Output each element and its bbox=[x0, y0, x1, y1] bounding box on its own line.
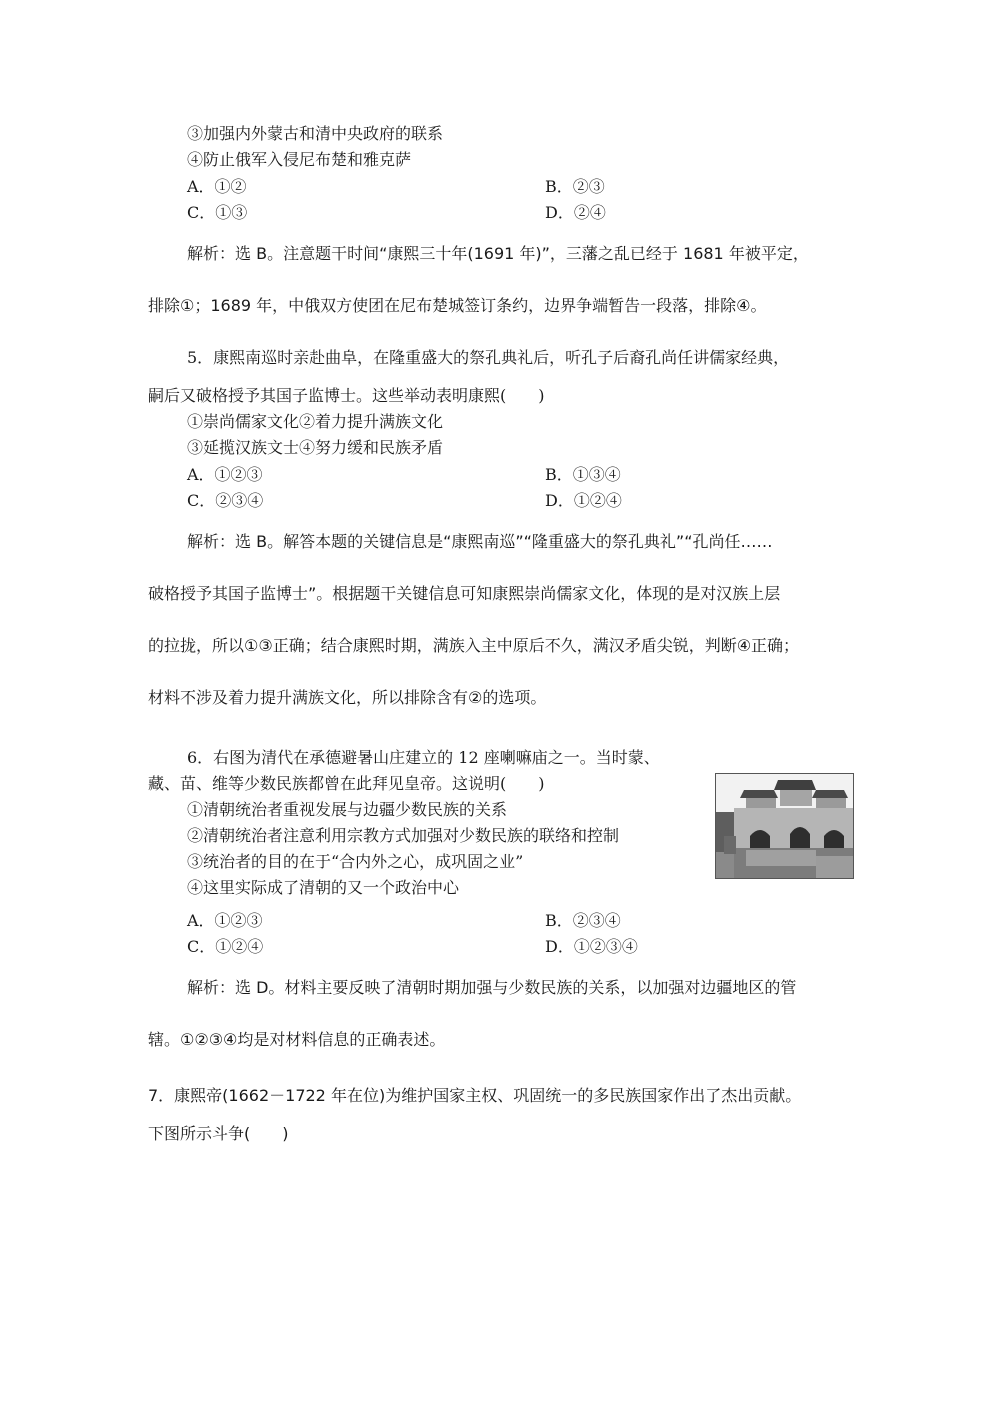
q5-stem-line-2: 嗣后又破格授予其国子监博士。这些举动表明康熙( ) bbox=[148, 386, 545, 405]
q6-option-c: C．①②④ bbox=[187, 937, 264, 956]
q5-analysis-line-1: 解析：选 B。解答本题的关键信息是“康熙南巡”“隆重盛大的祭孔典礼”“孔尚任…… bbox=[187, 532, 773, 551]
q6-option-d: D．①②③④ bbox=[545, 937, 638, 956]
temple-archway-illustration bbox=[716, 774, 853, 878]
q5-analysis-line-3: 的拉拢，所以①③正确；结合康熙时期，满族入主中原后不久，满汉矛盾尖锐，判断④正确； bbox=[148, 636, 800, 655]
q4-option-b: B．②③ bbox=[545, 177, 605, 196]
q6-item-1: ①清朝统治者重视发展与边疆少数民族的关系 bbox=[187, 800, 508, 819]
q5-option-b: B．①③④ bbox=[545, 465, 621, 484]
q4-item-4: ④防止俄军入侵尼布楚和雅克萨 bbox=[187, 150, 412, 169]
q5-item-line-1: ①崇尚儒家文化②着力提升满族文化 bbox=[187, 412, 444, 431]
q6-option-b: B．②③④ bbox=[545, 911, 621, 930]
q4-analysis-line-2: 排除①；1689 年，中俄双方使团在尼布楚城签订条约，边界争端暂告一段落，排除④。 bbox=[148, 296, 767, 315]
q4-item-3: ③加强内外蒙古和清中央政府的联系 bbox=[187, 124, 444, 143]
q5-analysis-line-2: 破格授予其国子监博士”。根据题干关键信息可知康熙崇尚儒家文化，体现的是对汉族上层 bbox=[148, 584, 781, 603]
q6-analysis-line-1: 解析：选 D。材料主要反映了清朝时期加强与少数民族的关系，以加强对边疆地区的管 bbox=[187, 978, 797, 997]
q4-option-d: D．②④ bbox=[545, 203, 606, 222]
q5-option-c: C．②③④ bbox=[187, 491, 264, 510]
q4-option-a: A．①② bbox=[187, 177, 247, 196]
q5-analysis-line-4: 材料不涉及着力提升满族文化，所以排除含有②的选项。 bbox=[148, 688, 547, 707]
q6-item-3: ③统治者的目的在于“合内外之心，成巩固之业” bbox=[187, 852, 524, 871]
q6-item-2: ②清朝统治者注意利用宗教方式加强对少数民族的联络和控制 bbox=[187, 826, 620, 845]
q5-option-d: D．①②④ bbox=[545, 491, 622, 510]
q6-stem-line-1: 6．右图为清代在承德避暑山庄建立的 12 座喇嘛庙之一。当时蒙、 bbox=[187, 748, 660, 767]
q6-analysis-line-2: 辖。①②③④均是对材料信息的正确表述。 bbox=[148, 1030, 446, 1049]
q5-option-a: A．①②③ bbox=[187, 465, 263, 484]
q6-item-4: ④这里实际成了清朝的又一个政治中心 bbox=[187, 878, 460, 897]
q6-option-a: A．①②③ bbox=[187, 911, 263, 930]
lama-temple-photo bbox=[715, 773, 854, 879]
q5-stem-line-1: 5．康熙南巡时亲赴曲阜，在隆重盛大的祭孔典礼后，听孔子后裔孔尚任讲儒家经典， bbox=[187, 348, 790, 367]
q4-analysis-line-1: 解析：选 B。注意题干时间“康熙三十年(1691 年)”，三藩之乱已经于 1681 年被平定， bbox=[187, 244, 809, 263]
q7-stem-line-1: 7．康熙帝(1662－1722 年在位)为维护国家主权、巩固统一的多民族国家作出了杰出贡献。 bbox=[148, 1086, 802, 1105]
q5-item-line-2: ③延揽汉族文士④努力缓和民族矛盾 bbox=[187, 438, 444, 457]
q7-stem-line-2: 下图所示斗争( ) bbox=[148, 1124, 289, 1143]
q6-stem-line-2: 藏、苗、维等少数民族都曾在此拜见皇帝。这说明( ) bbox=[148, 774, 545, 793]
q4-option-c: C．①③ bbox=[187, 203, 248, 222]
